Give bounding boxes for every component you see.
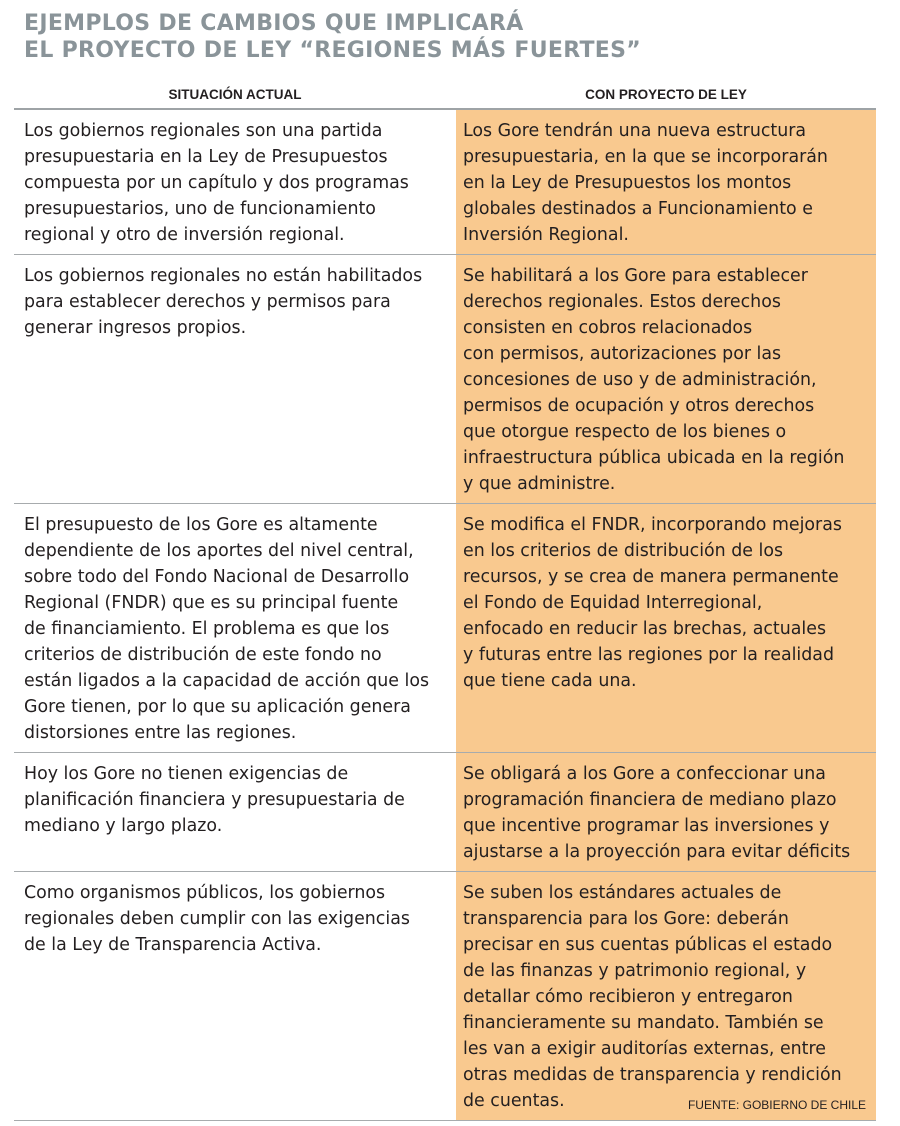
text-line: de cuentas. xyxy=(463,1091,565,1111)
cell-with-bill xyxy=(456,110,876,254)
text-line: Regional (FNDR) que es su principal fuente xyxy=(24,593,399,613)
text-line: distorsiones entre las regiones. xyxy=(24,723,297,743)
table-row xyxy=(14,872,876,1121)
text-line: mediano y largo plazo. xyxy=(24,816,223,836)
text-line: presupuestaria en la Ley de Presupuestos xyxy=(24,147,388,167)
table-row xyxy=(14,255,876,504)
cell-with-bill xyxy=(456,872,876,1120)
text-line: concesiones de uso y de administración, xyxy=(463,370,817,390)
cell-with-bill xyxy=(456,504,876,752)
text-line: de la Ley de Transparencia Activa. xyxy=(24,935,322,955)
table-header xyxy=(14,84,876,110)
cell-current-situation xyxy=(14,255,456,503)
text-line: y que administre. xyxy=(463,474,616,494)
text-line: regionales deben cumplir con las exigencias xyxy=(24,909,410,929)
text-line: infraestructura pública ubicada en la región xyxy=(463,448,845,468)
source-credit: FUENTE: GOBIERNO DE CHILE xyxy=(687,1098,866,1112)
text-line: con permisos, autorizaciones por las xyxy=(463,344,782,364)
text-line: consisten en cobros relacionados xyxy=(463,318,753,338)
text-line: en los criterios de distribución de los xyxy=(463,541,784,561)
text-line: financieramente su mandato. También se xyxy=(463,1013,824,1033)
text-line: en la Ley de Presupuestos los montos xyxy=(463,173,792,193)
text-line: Los gobiernos regionales son una partida xyxy=(24,121,383,141)
text-line: precisar en sus cuentas públicas el estado xyxy=(463,935,833,955)
table-row xyxy=(14,110,876,255)
text-line: dependiente de los aportes del nivel central, xyxy=(24,541,414,561)
title-line-1: EJEMPLOS DE CAMBIOS QUE IMPLICARÁ xyxy=(24,11,524,36)
text-line: para establecer derechos y permisos para xyxy=(24,292,391,312)
text-line: Se suben los estándares actuales de xyxy=(463,883,782,903)
text-line: presupuestarios, uno de funcionamiento xyxy=(24,199,376,219)
text-line: Se habilitará a los Gore para establecer xyxy=(463,266,808,286)
text-line: que otorgue respecto de los bienes o xyxy=(463,422,787,442)
text-line: generar ingresos propios. xyxy=(24,318,247,338)
text-line: El presupuesto de los Gore es altamente xyxy=(24,515,378,535)
cell-with-bill xyxy=(456,753,876,871)
text-line: derechos regionales. Estos derechos xyxy=(463,292,781,312)
text-line: enfocado en reducir las brechas, actuales xyxy=(463,619,827,639)
text-line: permisos de ocupación y otros derechos xyxy=(463,396,815,416)
text-line: planificación financiera y presupuestaria de xyxy=(24,790,405,810)
cell-current-situation xyxy=(14,872,456,1120)
text-line: compuesta por un capítulo y dos programas xyxy=(24,173,409,193)
text-line: transparencia para los Gore: deberán xyxy=(463,909,789,929)
cell-with-bill xyxy=(456,255,876,503)
text-line: que incentive programar las inversiones y xyxy=(463,816,830,836)
text-line: de las finanzas y patrimonio regional, y xyxy=(463,961,807,981)
text-line: programación financiera de mediano plazo xyxy=(463,790,837,810)
text-line: Hoy los Gore no tienen exigencias de xyxy=(24,764,349,784)
text-line: globales destinados a Funcionamiento e xyxy=(463,199,813,219)
text-line: Inversión Regional. xyxy=(463,225,629,245)
text-line: están ligados a la capacidad de acción que los xyxy=(24,671,430,691)
text-line: Se obligará a los Gore a confeccionar una xyxy=(463,764,826,784)
table-row xyxy=(14,504,876,753)
text-line: criterios de distribución de este fondo no xyxy=(24,645,382,665)
cell-current-situation xyxy=(14,753,456,871)
text-line: que tiene cada una. xyxy=(463,671,637,691)
column-header-proposed: CON PROYECTO DE LEY xyxy=(585,87,747,102)
text-line: regional y otro de inversión regional. xyxy=(24,225,345,245)
text-line: Como organismos públicos, los gobiernos xyxy=(24,883,386,903)
text-line: recursos, y se crea de manera permanente xyxy=(463,567,839,587)
text-line: otras medidas de transparencia y rendición xyxy=(463,1065,842,1085)
text-line: de financiamiento. El problema es que los xyxy=(24,619,390,639)
text-line: les van a exigir auditorías externas, entre xyxy=(463,1039,826,1059)
comparison-table xyxy=(14,110,876,1121)
cell-current-situation xyxy=(14,110,456,254)
table-row xyxy=(14,753,876,872)
text-line: ajustarse a la proyección para evitar déficits xyxy=(463,842,851,862)
text-line: Se modifica el FNDR, incorporando mejoras xyxy=(463,515,842,535)
text-line: Los gobiernos regionales no están habilitados xyxy=(24,266,423,286)
text-line: presupuestaria, en la que se incorporarán xyxy=(463,147,828,167)
column-header-current: SITUACIÓN ACTUAL xyxy=(168,87,302,102)
text-line: Gore tienen, por lo que su aplicación genera xyxy=(24,697,411,717)
text-line: Los Gore tendrán una nueva estructura xyxy=(463,121,807,141)
text-line: sobre todo del Fondo Nacional de Desarrollo xyxy=(24,567,410,587)
text-line: el Fondo de Equidad Interregional, xyxy=(463,593,763,613)
cell-current-situation xyxy=(14,504,456,752)
text-line: y futuras entre las regiones por la realidad xyxy=(463,645,834,665)
text-line: detallar cómo recibieron y entregaron xyxy=(463,987,793,1007)
title-line-2: EL PROYECTO DE LEY “REGIONES MÁS FUERTES” xyxy=(24,38,641,63)
page-title xyxy=(24,10,884,64)
